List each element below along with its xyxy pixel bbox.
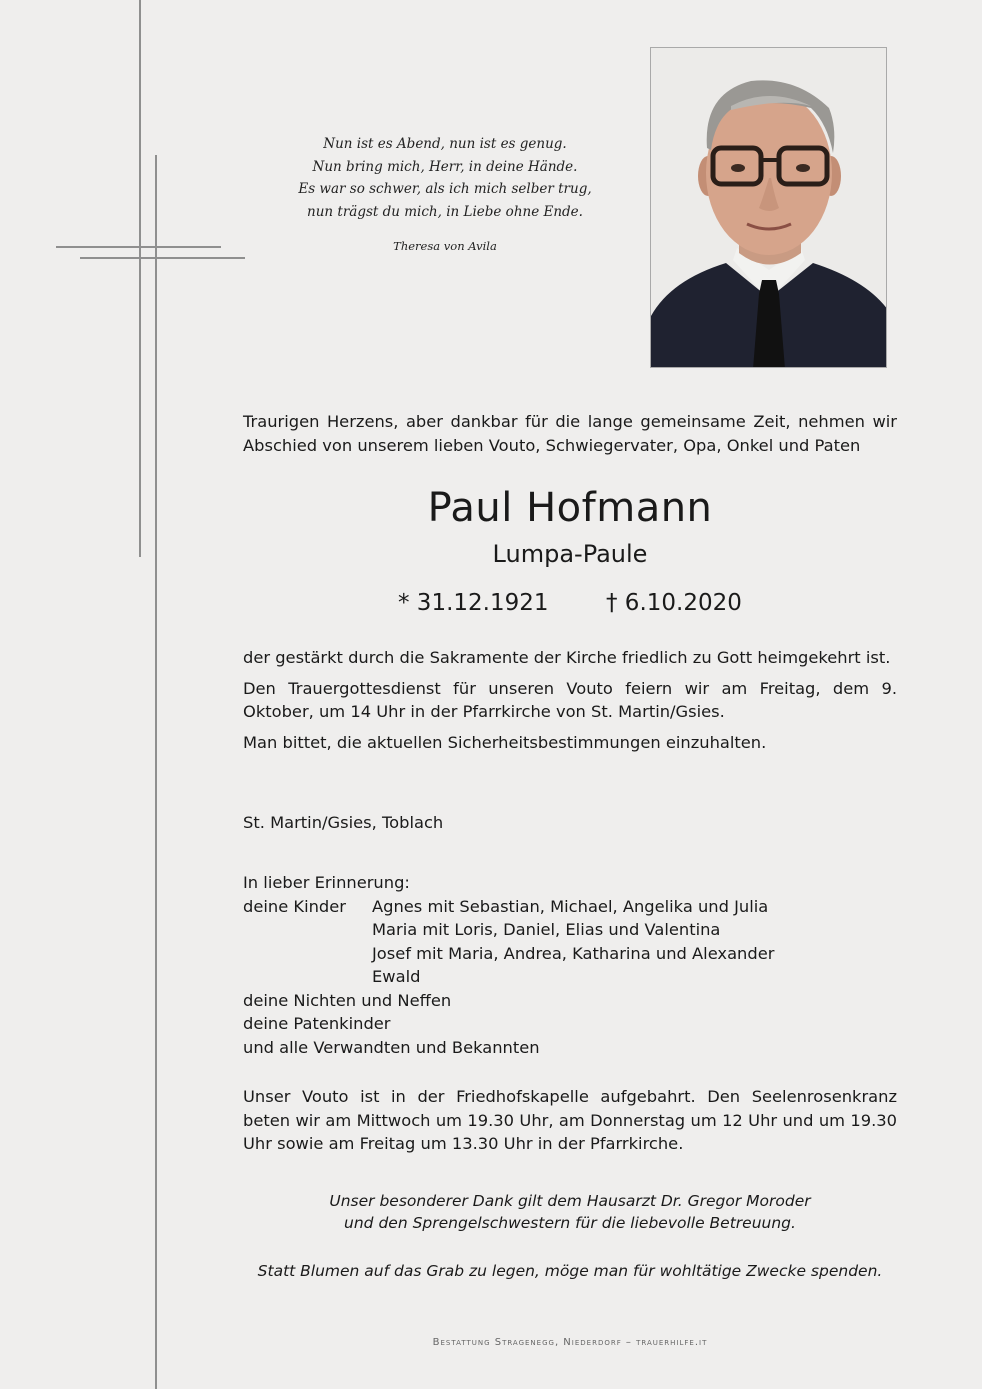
quote-line: Nun bring mich, Herr, in deine Hände. bbox=[312, 158, 578, 175]
child-entry: Agnes mit Sebastian, Michael, Angelika und Julia bbox=[372, 896, 769, 916]
children-row bbox=[243, 895, 897, 919]
child-entry: Maria mit Loris, Daniel, Elias und Valentina bbox=[372, 920, 721, 939]
intro-text bbox=[243, 410, 897, 457]
children-label: deine Kinder bbox=[243, 896, 346, 916]
paragraph: Den Trauergottesdienst für unseren Vouto feiern wir am Freitag, dem 9. Oktober, um 14 Uhr in der Pfarrkirche von St. Martin/Gsies. bbox=[243, 678, 897, 721]
mourner-entry: und alle Verwandten und Bekannten bbox=[243, 1037, 540, 1057]
flowers-note: Statt Blumen auf das Grab zu legen, möge man für wohltätige Zwecke spenden. bbox=[257, 1262, 883, 1280]
portrait-illustration bbox=[651, 48, 887, 368]
cross-horizontal-line-2 bbox=[80, 257, 245, 259]
birth-date: * 31.12.1921 bbox=[398, 590, 549, 616]
thanks-line: Unser besonderer Dank gilt dem Hausarzt Dr. Gregor Moroder bbox=[329, 1192, 811, 1210]
quote-line: Es war so schwer, als ich mich selber trug, bbox=[298, 181, 592, 197]
cross-vertical-line-1 bbox=[139, 0, 141, 557]
place-text: St. Martin/Gsies, Toblach bbox=[243, 813, 444, 832]
deceased-name: Paul Hofmann bbox=[427, 485, 713, 531]
intro-paragraph: Traurigen Herzens, aber dankbar für die lange gemeinsame Zeit, nehmen wir Abschied von unserem lieben Vouto, Schwiegervater, Opa, Onkel und Paten bbox=[243, 412, 897, 455]
wake-info bbox=[243, 1085, 897, 1156]
death-date: † 6.10.2020 bbox=[606, 590, 742, 616]
footer-funeral-home: Bestattung Stragenegg, Niederdorf – trauerhilfe.it bbox=[432, 1337, 708, 1348]
deceased-nickname: Lumpa-Paule bbox=[492, 540, 648, 568]
quote-author: Theresa von Avila bbox=[393, 239, 497, 253]
portrait-photo bbox=[650, 47, 887, 368]
quote-block bbox=[240, 133, 650, 258]
quote-line: nun trägst du mich, in Liebe ohne Ende. bbox=[307, 203, 583, 220]
thanks-line: und den Sprengelschwestern für die liebevolle Betreuung. bbox=[344, 1214, 796, 1232]
paragraph: der gestärkt durch die Sakramente der Kirche friedlich zu Gott heimgekehrt ist. bbox=[243, 648, 891, 667]
cross-horizontal-line-1 bbox=[56, 246, 221, 248]
mourners-heading: In lieber Erinnerung: bbox=[243, 873, 410, 892]
thanks-text bbox=[243, 1190, 897, 1234]
quote-line: Nun ist es Abend, nun ist es genug. bbox=[323, 136, 567, 152]
mourner-entry: deine Nichten und Neffen bbox=[243, 990, 452, 1010]
child-entry: Josef mit Maria, Andrea, Katharina und Alexander bbox=[372, 943, 775, 963]
service-info bbox=[243, 646, 897, 761]
wake-paragraph: Unser Vouto ist in der Friedhofskapelle aufgebahrt. Den Seelenrosenkranz beten wir am Mittwoch um 19.30 Uhr, am Donnerstag um 12 Uhr und um 19.30 Uhr sowie am Freitag um 13.30 Uhr in der Pfarrkirche. bbox=[243, 1087, 897, 1153]
child-entry: Ewald bbox=[372, 967, 421, 986]
cross-vertical-line-2 bbox=[155, 155, 157, 1389]
mourners-list bbox=[243, 871, 897, 1059]
paragraph: Man bittet, die aktuellen Sicherheitsbestimmungen einzuhalten. bbox=[243, 732, 767, 752]
mourner-entry: deine Patenkinder bbox=[243, 1014, 391, 1033]
